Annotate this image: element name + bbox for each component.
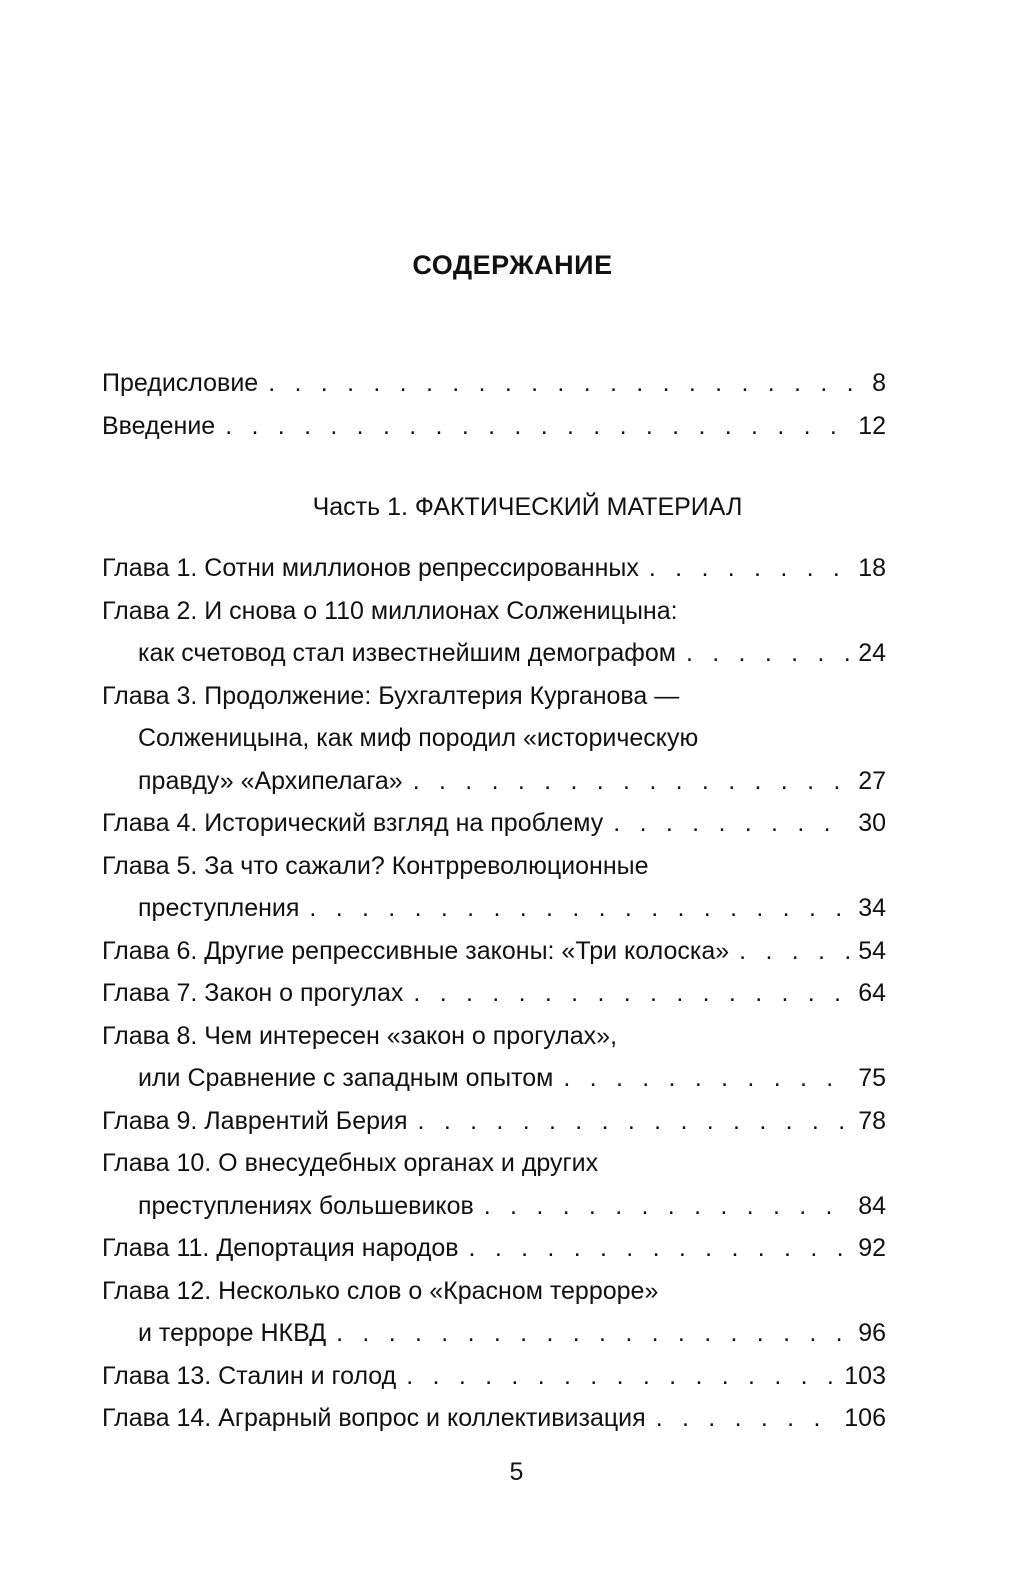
toc-entry-label: и терроре НКВД [138,1319,327,1347]
toc-entry-chapter-3-line-3 [102,764,886,807]
toc-entry-chapter-9 [102,1104,886,1147]
toc-entry-chapter-4 [102,806,886,849]
toc-entry-label: как счетовод стал известнейшим демографом [138,639,676,667]
toc-entry-label: Глава 11. Депортация народов [102,1234,459,1262]
toc-entry-chapter-1 [102,551,886,594]
dot-leader [406,1359,838,1393]
toc-entry-chapter-14 [102,1401,886,1444]
toc-entry-label: Глава 10. О внесудебных органах и других [102,1149,599,1177]
toc-entry-label: Предисловие [102,369,259,397]
toc-entry-introduction [102,409,886,452]
part-heading: Часть 1. ФАКТИЧЕСКИЙ МАТЕРИАЛ [312,493,743,521]
dot-leader [469,1231,853,1265]
dot-leader [225,409,852,443]
toc-entry-label: Глава 12. Несколько слов о «Красном терроре» [102,1276,659,1305]
toc-entry-page: 27 [858,766,886,795]
toc-chapters [102,551,886,1444]
dot-leader [613,806,852,840]
toc-entry-label: правду» «Архипелага» [138,766,403,795]
toc-entry-label: или Сравнение с западным опытом [138,1064,554,1092]
toc-entry-label: Глава 4. Исторический взгляд на проблему [102,809,604,837]
toc-entry-chapter-5-line-1 [102,849,886,892]
toc-entry-page: 30 [858,809,886,837]
toc-entry-page: 54 [858,936,886,965]
toc-entry-page: 8 [872,369,886,397]
toc-entry-chapter-2-line-2 [102,636,886,679]
dot-leader [413,976,852,1010]
toc-entry-chapter-12-line-1 [102,1274,886,1317]
toc-entry-label: Глава 1. Сотни миллионов репрессированных [102,554,639,582]
toc-entry-label: Глава 14. Аграрный вопрос и коллективизация [102,1404,646,1432]
dot-leader [686,636,852,670]
toc-entry-label: преступлениях большевиков [138,1191,474,1220]
toc-entry-chapter-10-line-2 [102,1189,886,1232]
dot-leader [268,366,866,400]
toc-entry-chapter-3-line-2 [102,721,886,764]
toc-entry-label: Глава 7. Закон о прогулах [102,979,404,1007]
toc-entry-chapter-3-line-1 [102,679,886,722]
toc-entry-label: Солженицына, как миф породил «историческую [138,724,699,752]
toc-entry-page: 75 [858,1064,886,1092]
dot-leader [484,1189,852,1223]
toc-entry-page: 103 [844,1361,886,1390]
toc-front-matter [102,366,886,451]
toc-entry-label: Глава 9. Лаврентий Берия [102,1106,408,1135]
toc-entry-label: Глава 6. Другие репрессивные законы: «Три колоска» [102,936,730,965]
toc-entry-label: Глава 2. И снова о 110 миллионах Солженицына: [102,596,678,625]
dot-leader [739,934,852,968]
toc-entry-page: 92 [858,1234,886,1262]
toc-entry-page: 78 [858,1106,886,1135]
dot-leader [649,551,852,585]
toc-entry-label: Введение [102,411,216,440]
dot-leader [413,764,852,798]
toc-entry-chapter-11 [102,1231,886,1274]
page-title: СОДЕРЖАНИЕ [412,250,613,280]
dot-leader [563,1061,852,1095]
toc-entry-label: преступления [138,894,300,922]
toc-entry-page: 96 [858,1319,886,1347]
toc-entry-label: Глава 3. Продолжение: Бухгалтерия Курганова — [102,681,680,710]
toc-entry-chapter-7 [102,976,886,1019]
toc-entry-chapter-8-line-2 [102,1061,886,1104]
toc-entry-page: 64 [858,979,886,1007]
toc-entry-page: 106 [844,1404,886,1432]
dot-leader [309,891,852,925]
toc-entry-page: 18 [858,554,886,582]
dot-leader [656,1401,839,1435]
toc-entry-chapter-13 [102,1359,886,1402]
toc-entry-label: Глава 13. Сталин и голод [102,1361,397,1390]
toc-entry-chapter-12-line-2 [102,1316,886,1359]
toc-entry-chapter-6 [102,934,886,977]
toc-entry-page: 24 [858,639,886,667]
toc-entry-chapter-2-line-1 [102,594,886,637]
toc-entry-label: Глава 5. За что сажали? Контрреволюционные [102,851,649,880]
toc-entry-label: Глава 8. Чем интересен «закон о прогулах», [102,1021,618,1050]
toc-entry-page: 34 [858,894,886,922]
page-number: 5 [509,1458,524,1486]
toc-entry-chapter-5-line-2 [102,891,886,934]
toc-entry-page: 12 [858,411,886,440]
toc-entry-chapter-10-line-1 [102,1146,886,1189]
toc-entry-chapter-8-line-1 [102,1019,886,1062]
toc-entry-preface [102,366,886,409]
dot-leader [336,1316,852,1350]
toc-entry-page: 84 [858,1191,886,1220]
dot-leader [418,1104,853,1138]
